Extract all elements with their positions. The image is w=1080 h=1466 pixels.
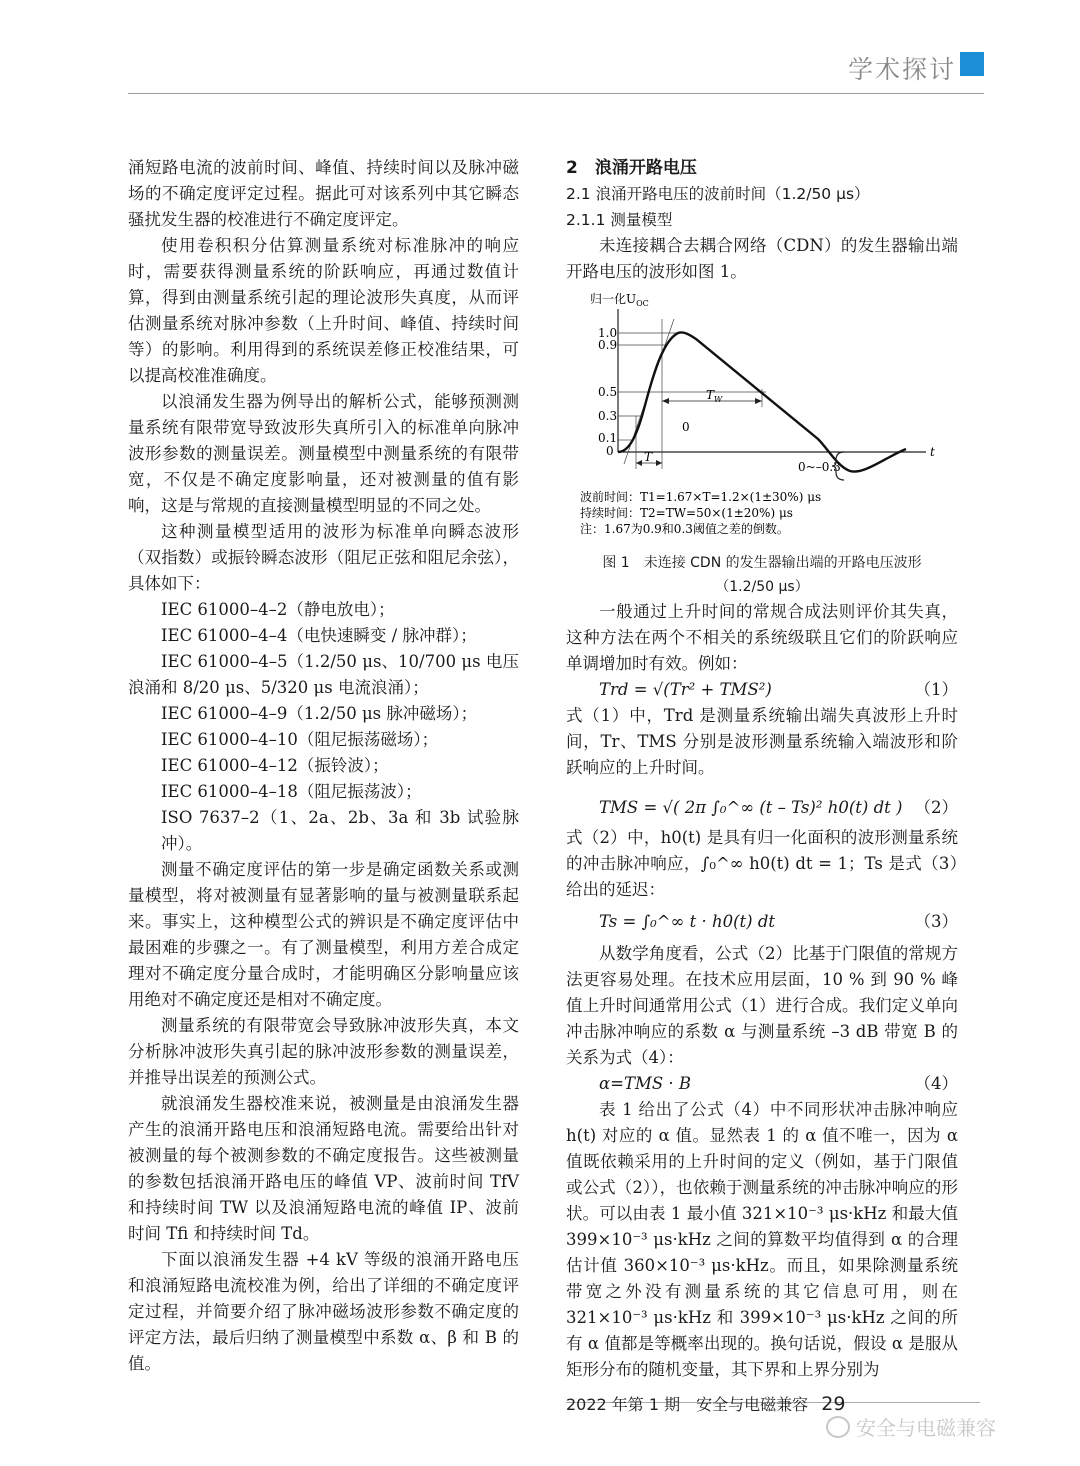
- figure-note: 注：1.67为0.9和0.3阈值之差的倒数。: [580, 522, 789, 536]
- watermark: 安全与电磁兼容: [826, 1412, 996, 1441]
- figure-waveform: [566, 289, 958, 549]
- standard-list-item: IEC 61000–4–5（1.2/50 μs、10/700 μs 电压浪涌和 8/20 μs、5/320 μs 电流浪涌）；: [128, 652, 519, 697]
- standard-list-item: IEC 61000–4–9（1.2/50 μs 脉冲磁场）；: [161, 704, 478, 723]
- equation-3: Ts = ∫₀^∞ t · h0(t) dt （3）: [599, 912, 958, 931]
- equation-2: TMS = √( 2π ∫₀^∞ (t – Ts)² h0(t) dt ) （2）: [599, 798, 958, 817]
- subsubsection-heading: 2.1.1 测量模型: [566, 211, 673, 229]
- paragraph: 未连接耦合去耦合网络（CDN）的发生器输出端开路电压的波形如图 1。: [566, 236, 958, 281]
- paragraph: 式（2）中，h0(t) 是具有归一化面积的波形测量系统的冲击脉冲响应，∫₀^∞ h0(t) dt = 1；Ts 是式（3）给出的延迟：: [566, 828, 958, 899]
- standard-list-item: IEC 61000–4–18（阻尼振荡波）；: [161, 782, 422, 801]
- y-tick: 0: [606, 444, 614, 458]
- left-column: [128, 155, 519, 1377]
- footer-issue: 2022 年第 1 期 安全与电磁兼容: [566, 1395, 809, 1414]
- paragraph: 使用卷积积分估算测量系统对标准脉冲的响应时，需要获得测量系统的阶跃响应，再通过数值计算，得到由测量系统引起的理论波形失真度，从而评估测量系统对脉冲参数（上升时间、峰值、持续时间等）的影响。利用得到的系统误差修正校准结果，可以提高校准准确度。: [128, 236, 519, 385]
- standard-list-item: IEC 61000–4–2（静电放电）；: [161, 600, 395, 619]
- header-rule: [128, 93, 984, 94]
- paragraph: 以浪涌发生器为例导出的解析公式，能够预测测量系统有限带宽导致波形失真所引入的标准单向脉冲波形参数的测量误差。测量模型中测量系统的有限带宽，不仅是不确定度影响量，还对被测量的值有影响，这是与常规的直接测量模型明显的不同之处。: [128, 392, 519, 515]
- equation-4: α=TMS · B （4）: [599, 1074, 958, 1093]
- subsection-heading: 2.1 浪涌开路电压的波前时间（1.2/50 μs）: [566, 185, 870, 203]
- paragraph: 下面以浪涌发生器 +4 kV 等级的浪涌开路电压和浪涌短路电流校准为例，给出了详细的不确定度评定过程，并简要介绍了脉冲磁场波形参数不确定度的评定方法，最后归纳了测量模型中系数 α、β 和 B 的值。: [128, 1250, 519, 1373]
- header-accent-bar: [960, 52, 984, 76]
- paragraph: 涌短路电流的波前时间、峰值、持续时间以及脉冲磁场的不确定度评定过程。据此可对该系列中其它瞬态骚扰发生器的校准进行不确定度评定。: [128, 158, 519, 229]
- page-number: 29: [821, 1393, 846, 1415]
- standard-list-item: IEC 61000–4–4（电快速瞬变 / 脉冲群）；: [161, 626, 477, 645]
- figure-caption: 图 1 未连接 CDN 的发生器输出端的开路电压波形 （1.2/50 μs）: [602, 555, 922, 595]
- paragraph: 表 1 给出了公式（4）中不同形状冲击脉冲响应 h(t) 对应的 α 值。显然表 1 的 α 值不唯一，因为 α 值既依赖采用的上升时间的定义（例如，基于门限值或公式（2）），也依赖于测量系统的冲击脉冲响应的形状。可以由表 1 最小值 321×10⁻³ μs·kHz 和最大值 399×10⁻³ μs·kHz 之间的算数平均值得到 α 的合理估计值 360×10⁻³ μs·kHz。而且，如果除测量系统带宽之外没有测量系统的其它信息可用，则在 321×10⁻³ μs·kHz 和 399×10⁻³ μs·kHz 之间的所有 α 值都是等概率出现的。换句话说，假设 α 是服从矩形分布的随机变量，其下界和上界分别为: [566, 1100, 958, 1379]
- figure-note: 持续时间：T2=TW=50×(1±20%) μs: [580, 506, 793, 520]
- y-axis-label: 归一化$U_{OC}$: [590, 292, 649, 308]
- header-section-title: 学术探讨: [847, 55, 956, 84]
- t-axis-label: t: [930, 445, 935, 459]
- paragraph: 就浪涌发生器校准来说，被测量是由浪涌发生器产生的浪涌开路电压和浪涌短路电流。需要给出针对被测量的每个被测参数的不确定度报告。这些被测量的参数包括浪涌开路电压的峰值 VP、波前时间 TfV 和持续时间 TW 以及浪涌短路电流的峰值 IP、波前时间 Tfi 和持续时间 Td。: [128, 1094, 519, 1243]
- standard-list-item: IEC 61000–4–10（阻尼振荡磁场）；: [161, 730, 439, 749]
- section-heading: 2 浪涌开路电压: [566, 158, 697, 178]
- standard-list-item: IEC 61000–4–12（振铃波）；: [161, 756, 389, 775]
- equation-1: Trd = √(Tr² + TMS²) （1）: [599, 680, 958, 699]
- paragraph: 这种测量模型适用的波形为标准单向瞬态波形（双指数）或振铃瞬态波形（阻尼正弦和阻尼余弦），具体如下：: [128, 522, 519, 593]
- y-tick: 0.9: [598, 338, 618, 352]
- footer: [566, 1392, 845, 1415]
- paragraph: 一般通过上升时间的常规合成法则评价其失真，这种方法在两个不相关的系统级联且它们的阶跃响应单调增加时有效。例如：: [566, 602, 958, 673]
- wechat-icon: [826, 1416, 850, 1438]
- y-tick: 0.1: [598, 431, 618, 445]
- t-label: T: [644, 450, 653, 464]
- undershoot-label: 0~–0.3: [798, 460, 841, 474]
- figure-note: 波前时间：T1=1.67×T=1.2×(1±30%) μs: [580, 490, 822, 504]
- standard-list-item: ISO 7637–2（1、2a、2b、3a 和 3b 试验脉冲）。: [161, 808, 519, 853]
- right-column: [566, 155, 958, 1383]
- paragraph: 式（1）中，Trd 是测量系统输出端失真波形上升时间，Tr、TMS 分别是波形测量系统输入端波形和阶跃响应的上升时间。: [566, 706, 958, 777]
- y-tick: 0.3: [598, 409, 618, 423]
- zero-label: 0: [682, 420, 690, 434]
- y-tick: 1.0: [598, 326, 618, 340]
- y-tick: 0.5: [598, 385, 618, 399]
- paragraph: 测量不确定度评估的第一步是确定函数关系或测量模型，将对被测量有显著影响的量与被测量联系起来。事实上，这种模型公式的辨识是不确定度评估中最困难的步骤之一。有了测量模型，利用方差合成定理对不确定度分量合成时，才能明确区分影响量应该用绝对不确定度还是相对不确定度。: [128, 860, 519, 1009]
- paragraph: 测量系统的有限带宽会导致脉冲波形失真，本文分析脉冲波形失真引起的脉冲波形参数的测量误差，并推导出误差的预测公式。: [128, 1016, 519, 1087]
- paragraph: 从数学角度看，公式（2）比基于门限值的常规方法更容易处理。在技术应用层面，10 % 到 90 % 峰值上升时间通常用公式（1）进行合成。我们定义单向冲击脉冲响应的系数 α 与测量系统 –3 dB 带宽 B 的关系为式（4）：: [566, 944, 958, 1067]
- tw-label: $T_W$: [706, 388, 723, 404]
